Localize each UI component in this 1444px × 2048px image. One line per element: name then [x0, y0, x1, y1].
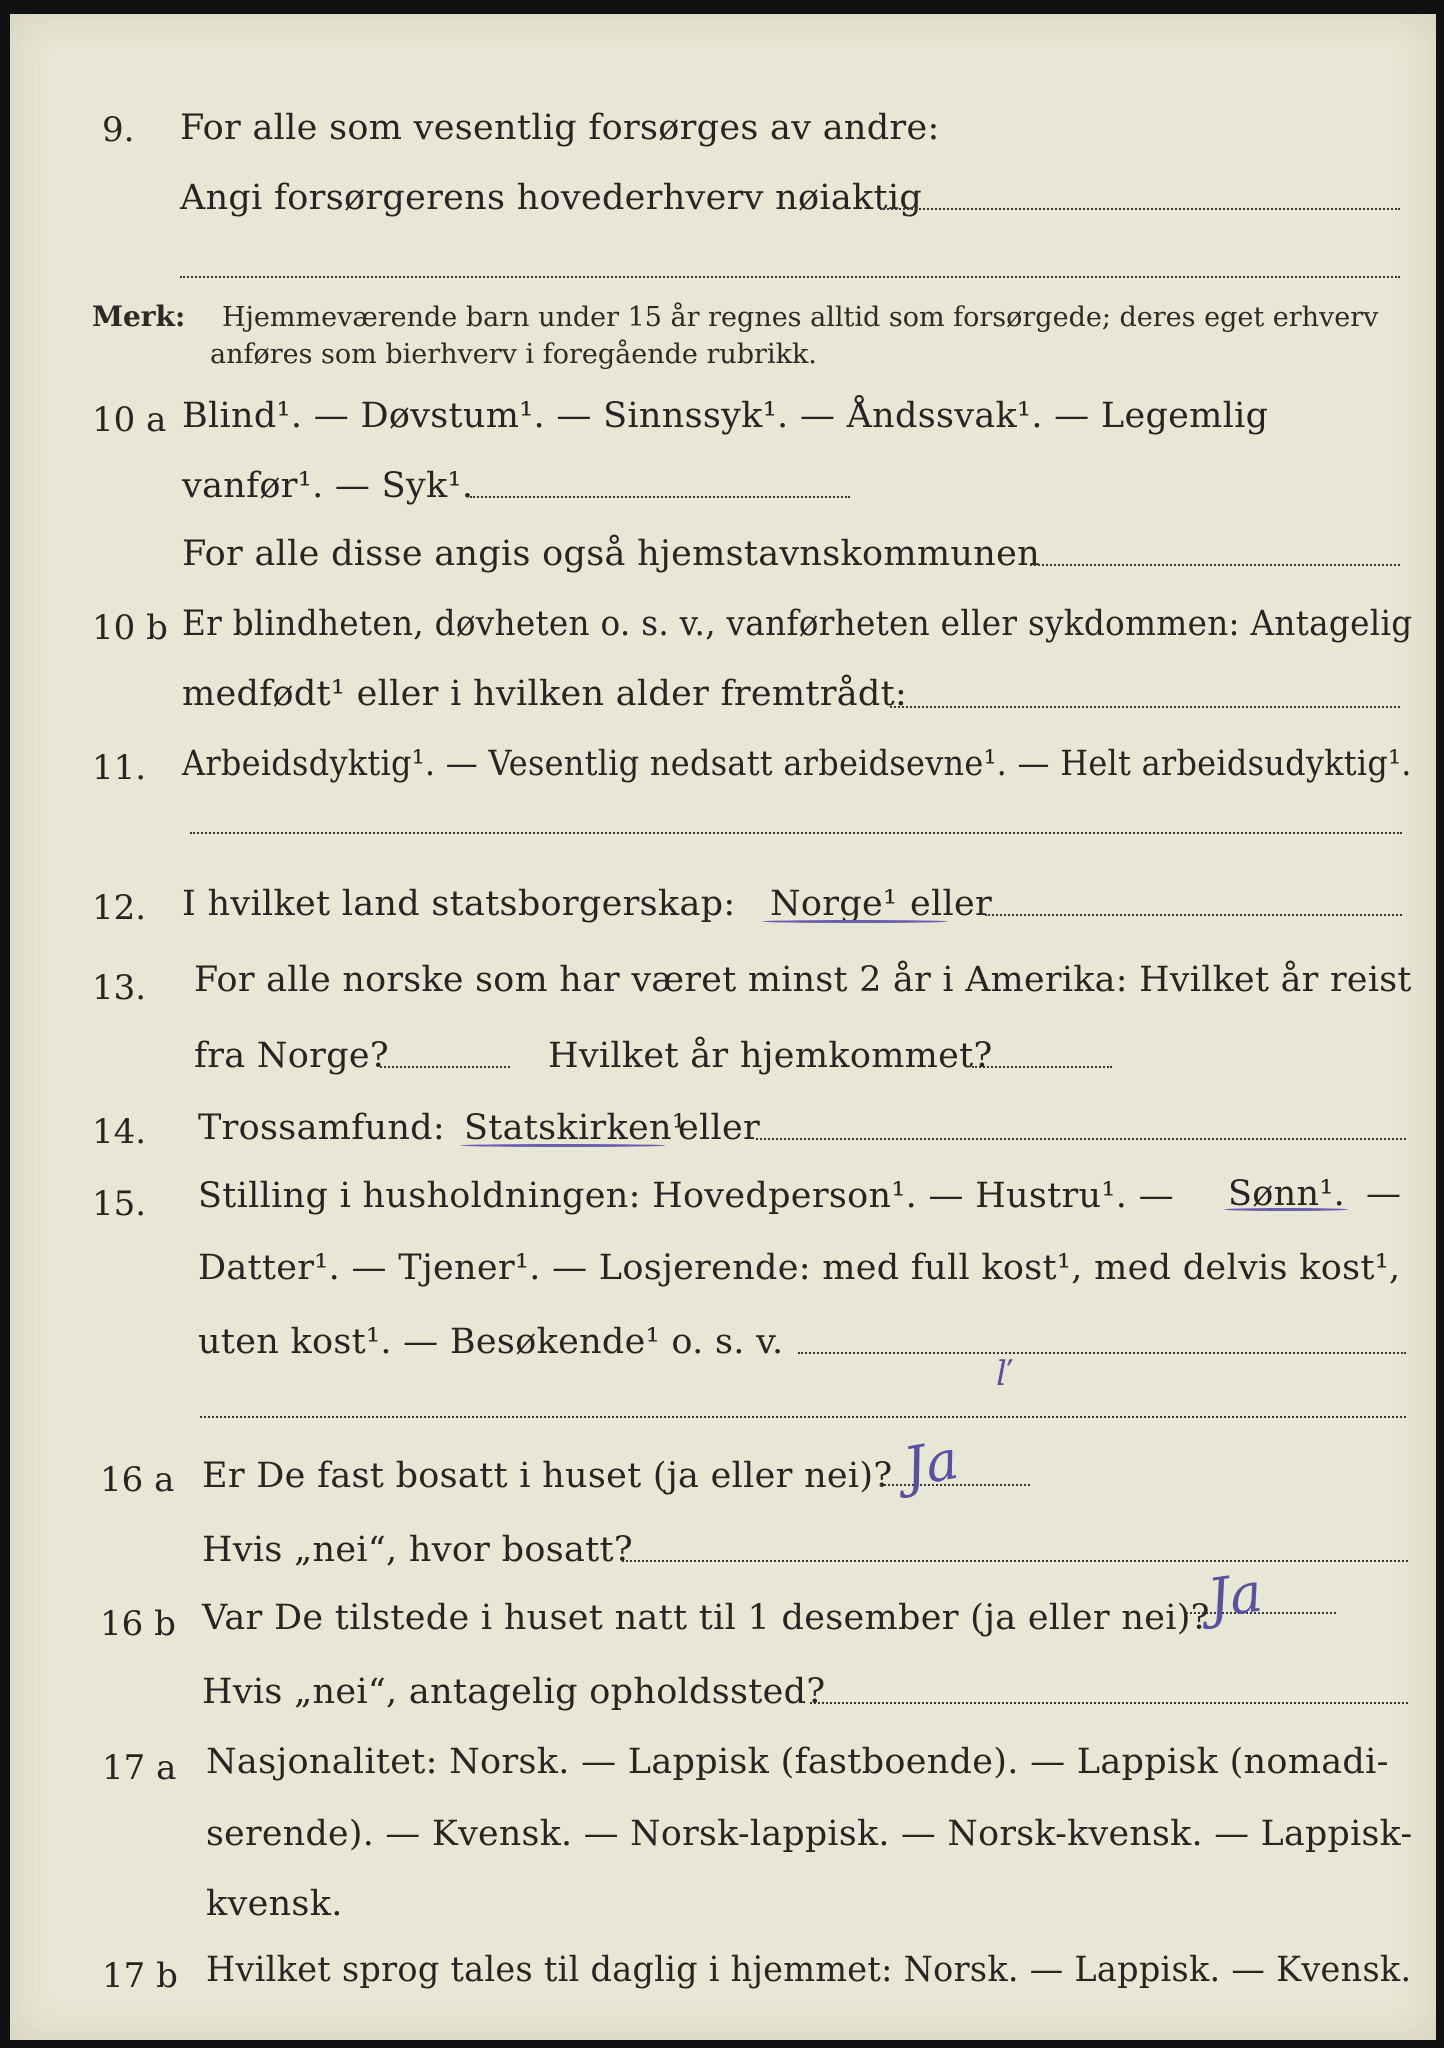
q15-answer-line-2 — [200, 1416, 1406, 1418]
q13-line2a: fra Norge? — [194, 1036, 389, 1076]
item-number-12: 12. — [92, 888, 147, 928]
q11-answer-line — [190, 832, 1402, 834]
q16a-line2: Hvis „nei“, hvor bosatt? — [202, 1530, 633, 1570]
q9-answer-line-2 — [180, 276, 1400, 278]
q10b-line1: Er blindheten, døvheten o. s. v., vanførheten eller sykdommen: Antagelig — [182, 604, 1413, 644]
item-number-14: 14. — [92, 1112, 147, 1152]
q16b-location-line — [810, 1702, 1408, 1704]
q10a-municipality-line — [1030, 564, 1400, 566]
q16b-line1: Var De tilstede i huset natt til 1 desember (ja eller nei)? — [202, 1598, 1210, 1638]
q14-line1a: Trossamfund: — [198, 1108, 445, 1148]
q15-line1a: Stilling i husholdningen: Hovedperson¹. — Hustru¹. — — [198, 1176, 1174, 1216]
item-number-16b: 16 b — [100, 1604, 176, 1644]
item-number-17b: 17 b — [102, 1956, 178, 1996]
q15-line3: uten kost¹. — Besøkende¹ o. s. v. — [198, 1322, 784, 1362]
q16a-line1: Er De fast bosatt i huset (ja eller nei)? — [202, 1456, 893, 1496]
q12-norge-option: Norge¹ — [770, 884, 898, 924]
q10a-line1: Blind¹. — Døvstum¹. — Sinnssyk¹. — Åndssvak¹. — Legemlig — [182, 396, 1269, 436]
q9-answer-line — [880, 208, 1400, 210]
q16b-line2: Hvis „nei“, antagelig opholdssted? — [202, 1672, 826, 1712]
merk-line1: Hjemmeværende barn under 15 år regnes alltid som forsørgede; deres eget erhverv — [222, 302, 1379, 333]
q14-statskirken-option: Statskirken¹ — [464, 1108, 687, 1148]
q10a-line2: vanfør¹. — Syk¹. — [182, 466, 474, 506]
q14-line1c: eller — [678, 1108, 761, 1148]
q16a-residence-line — [622, 1560, 1408, 1562]
q17a-line2: serende). — Kvensk. — Norsk-lappisk. — Norsk-kvensk. — Lappisk- — [206, 1814, 1413, 1854]
item-number-13: 13. — [92, 968, 147, 1008]
q9-line1: For alle som vesentlig forsørges av andre: — [180, 108, 940, 148]
q15-line2: Datter¹. — Tjener¹. — Losjerende: med full kost¹, med delvis kost¹, — [198, 1248, 1401, 1288]
q16b-handwritten-answer: Ja — [1203, 1560, 1266, 1631]
q15-line1c: — — [1366, 1174, 1402, 1214]
merk-line2: anføres som bierhverv i foregående rubrikk. — [210, 339, 817, 370]
q17b-line1: Hvilket sprog tales til daglig i hjemmet: Norsk. — Lappisk. — Kvensk. — [206, 1950, 1412, 1990]
item-number-9: 9. — [102, 110, 135, 150]
q15-answer-line — [798, 1352, 1406, 1354]
q10b-answer-line — [890, 706, 1400, 708]
item-number-10b: 10 b — [92, 608, 168, 648]
q10a-line3: For alle disse angis også hjemstavnskommunen — [182, 534, 1040, 574]
census-form-page — [10, 14, 1436, 2040]
q9-line2: Angi forsørgerens hovederhverv nøiaktig — [180, 178, 923, 218]
handwritten-tick-mark: ľ — [996, 1354, 1010, 1394]
item-number-10a: 10 a — [92, 400, 167, 440]
q13-line2b: Hvilket år hjemkommet? — [548, 1036, 993, 1076]
item-number-15: 15. — [92, 1184, 147, 1224]
q14-statskirken-underline — [460, 1144, 666, 1147]
merk-label: Merk: — [92, 300, 186, 333]
q13-year-returned-line — [972, 1066, 1112, 1068]
item-number-17a: 17 a — [102, 1748, 177, 1788]
q12-line1c: eller — [910, 884, 993, 924]
q15-sonn-underline — [1224, 1208, 1348, 1211]
q14-answer-line — [756, 1138, 1406, 1140]
q13-year-left-line — [380, 1066, 510, 1068]
q16a-handwritten-answer: Ja — [898, 1427, 963, 1500]
q12-answer-line — [985, 914, 1402, 916]
item-number-16a: 16 a — [100, 1460, 175, 1500]
q10a-answer-line — [470, 496, 850, 498]
q13-line1: For alle norske som har været minst 2 år i Amerika: Hvilket år reist — [194, 960, 1412, 1000]
q10b-line2: medfødt¹ eller i hvilken alder fremtrådt: — [182, 674, 908, 714]
q11-line1: Arbeidsdyktig¹. — Vesentlig nedsatt arbeidsevne¹. — Helt arbeidsudyktig¹. — [182, 744, 1412, 784]
q15-sonn-option: Sønn¹. — [1228, 1174, 1346, 1214]
q17a-line3: kvensk. — [206, 1884, 343, 1924]
item-number-11: 11. — [92, 748, 147, 788]
q17a-line1: Nasjonalitet: Norsk. — Lappisk (fastboende). — Lappisk (nomadi- — [206, 1742, 1389, 1782]
q12-line1a: I hvilket land statsborgerskap: — [182, 884, 736, 924]
